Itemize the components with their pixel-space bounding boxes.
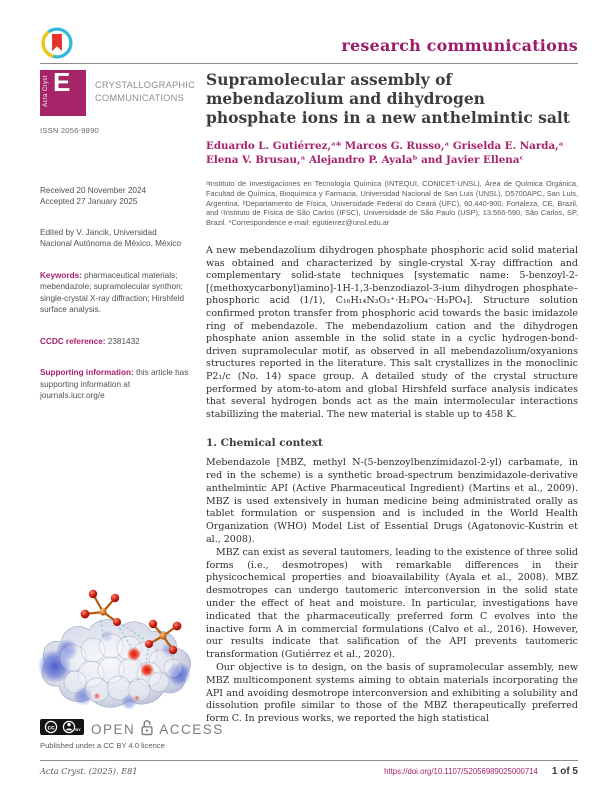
header-rule <box>40 63 578 64</box>
supporting-info-block <box>40 367 190 402</box>
keywords-block <box>40 270 190 316</box>
footer-citation: Acta Cryst. (2025). E81 <box>40 766 138 776</box>
access-label: ACCESS <box>159 721 224 737</box>
affiliations: ᵃInstituto de Investigaciones en Tecnología Química (INTEQUI, CONICET-UNSL), Área de Química Orgánica, Facultad de Química, Bioquímica y Farmacia, Universidad Nacional de San Luis (UNSL), D5700APC, San Luis, Argentina, ᵇDepartamento de Física, Universidade Federal do Ceará (UFC), 60.440-900, Fortaleza, CE, Brazil, and ᶜInstituto de Física de São Carlos (IFSC), Universidade de São Paulo (USP), 13.566-590, São Carlos, SP, Brazil. *Correspondence e-mail: egutierrez@unsl.edu.ar <box>206 179 578 228</box>
license-note: Published under a CC BY 4.0 licence <box>40 741 165 750</box>
open-label: OPEN <box>91 721 136 737</box>
ccdc-value[interactable]: 2381432 <box>105 336 140 346</box>
section-heading-chemical-context: 1. Chemical context <box>206 437 323 450</box>
keywords-label: Keywords: <box>40 270 82 280</box>
body-paragraph-1: Mebendazole [MBZ, methyl N-(5-benzoylbenzimidazol-2-yl) carbamate, in red in the scheme) is a synthetic broad-spectrum benzimidazole-derivative anthelmintic API (Active Pharmaceutical Ingredient) (Martins et al., 2009). MBZ is used extensively in human medicine being administrated orally as tablet formulation or suspension and is included in the World Health Organization (WHO) Model List of Essential Drugs (Agatonovic-Kustrin et al., 2008). <box>206 457 578 546</box>
issn-label: ISSN 2056-9890 <box>40 126 99 135</box>
journal-name <box>95 79 195 104</box>
abstract: A new mebendazolium dihydrogen phosphate phosphoric acid solid material was obtained and characterized by single-crystal X-ray diffraction and complementary solid-state techniques [systematic name: 5-benzoyl-2-[(methoxycarbonyl)amino]-1H-1,3-benzodiazol-3-ium dihydrogen phosphate–phosphoric acid (1/1), C₁₆H₁₄N₃O₃⁺·H₂PO₄⁻·H₃PO₄]. Structure solution confirmed proton transfer from phosphoric acid towards the basic imidazole ring of mebendazole. The mebendazolium cation and the dihydrogen phosphate anion assemble in the solid state in a cyclic hydrogen-bond-driven supramolecular motif, as observed in all mebendazolium/oxyanions structures reported in the literature. This salt crystallizes in the monoclinic P2₁/c (No. 14) space group. A detailed study of the crystal structure performed by atom-to-atom and global Hirshfeld surface analysis indicates that several hydrogen bonds act as the main intermolecular interactions stabillizing the material. The new material is stable up to 458 K. <box>206 244 578 420</box>
ccdc-block <box>40 336 190 348</box>
received-accepted-dates <box>40 185 194 208</box>
open-access-row <box>40 719 224 739</box>
open-padlock-icon <box>140 719 154 739</box>
article-title: Supramolecular assembly of mebendazolium and dihydrogen phosphate ions in a new anthelmintic salt <box>206 70 570 127</box>
keywords-text: pharmaceutical materials; mebendazole; supramolecular synthon; single-crystal X-ray diffraction; Hirshfeld surface analysis. <box>40 270 185 314</box>
authors-line: Eduardo L. Gutiérrez,ᵃ* Marcos G. Russo,ᵃ Griselda E. Narda,ᵃ Elena V. Brusau,ᵃ Alejandro P. Ayalaᵇ and Javier Ellenaᶜ <box>206 140 564 166</box>
body-paragraph-2: MBZ can exist as several tautomers, leading to the existence of three solid forms (i.e., desmotropes) with remarkable differences in their physicochemical properties and bioavailability (Ayala et al., 2008). MBZ desmotropes can undergo tautomeric interconversion in the solid state under the effect of heat and moisture. In particular, investigations have indicated that the pharmaceutically preferred form C evolves into the inactive form A in commercial formulations (Calvo et al., 2016). However, our results indicate that salification of the API prevents tautomeric transformation (Gutiérrez et al., 2020). <box>206 546 578 661</box>
banner-research-communications: research communications <box>341 36 578 55</box>
journal-logo-letter: E <box>53 67 71 97</box>
sidebar <box>40 67 195 402</box>
footer-doi-link[interactable]: https://doi.org/10.1107/S2056989025000714 <box>384 767 538 776</box>
accepted-date: Accepted 27 January 2025 <box>40 197 138 206</box>
hirshfeld-surface-figure <box>33 578 205 718</box>
journal-logo-vertical-text: Acta Cryst <box>43 75 49 107</box>
journal-name-line1: CRYSTALLOGRAPHIC <box>95 80 195 90</box>
article-column <box>206 70 578 726</box>
edited-by-note: Edited by V. Jancik, Universidad Nacional Autónoma de México, México <box>40 227 182 248</box>
footer-rule <box>40 760 578 761</box>
ccdc-label: CCDC reference: <box>40 336 106 346</box>
acta-cryst-e-logo <box>40 67 86 116</box>
journal-logo-row <box>40 67 195 116</box>
footer-page-number: 1 of 5 <box>551 766 578 777</box>
journal-name-line2: COMMUNICATIONS <box>95 92 184 103</box>
iucr-ring-bookmark-icon <box>39 25 75 61</box>
supporting-info-label: Supporting information: <box>40 368 134 377</box>
svg-text:cc: cc <box>47 724 55 732</box>
open-access-logo <box>91 719 224 739</box>
svg-text:BY: BY <box>75 727 81 732</box>
body-paragraph-3: Our objective is to design, on the basis of supramolecular assembly, new MBZ multicomponent systems aiming to obtain materials incorporating the API and avoiding desmotrope interconversion and exhibiting a solubility and dissolution profile similar to those of the MBZ therapeutically preferred form C. In previous works, we reported the high statistical <box>206 662 578 725</box>
footer <box>40 766 578 777</box>
received-date: Received 20 November 2024 <box>40 185 147 195</box>
supporting-info-text[interactable]: this article has supporting information at journals.iucr.org/e <box>40 368 189 400</box>
cc-by-badge-icon <box>40 719 84 739</box>
